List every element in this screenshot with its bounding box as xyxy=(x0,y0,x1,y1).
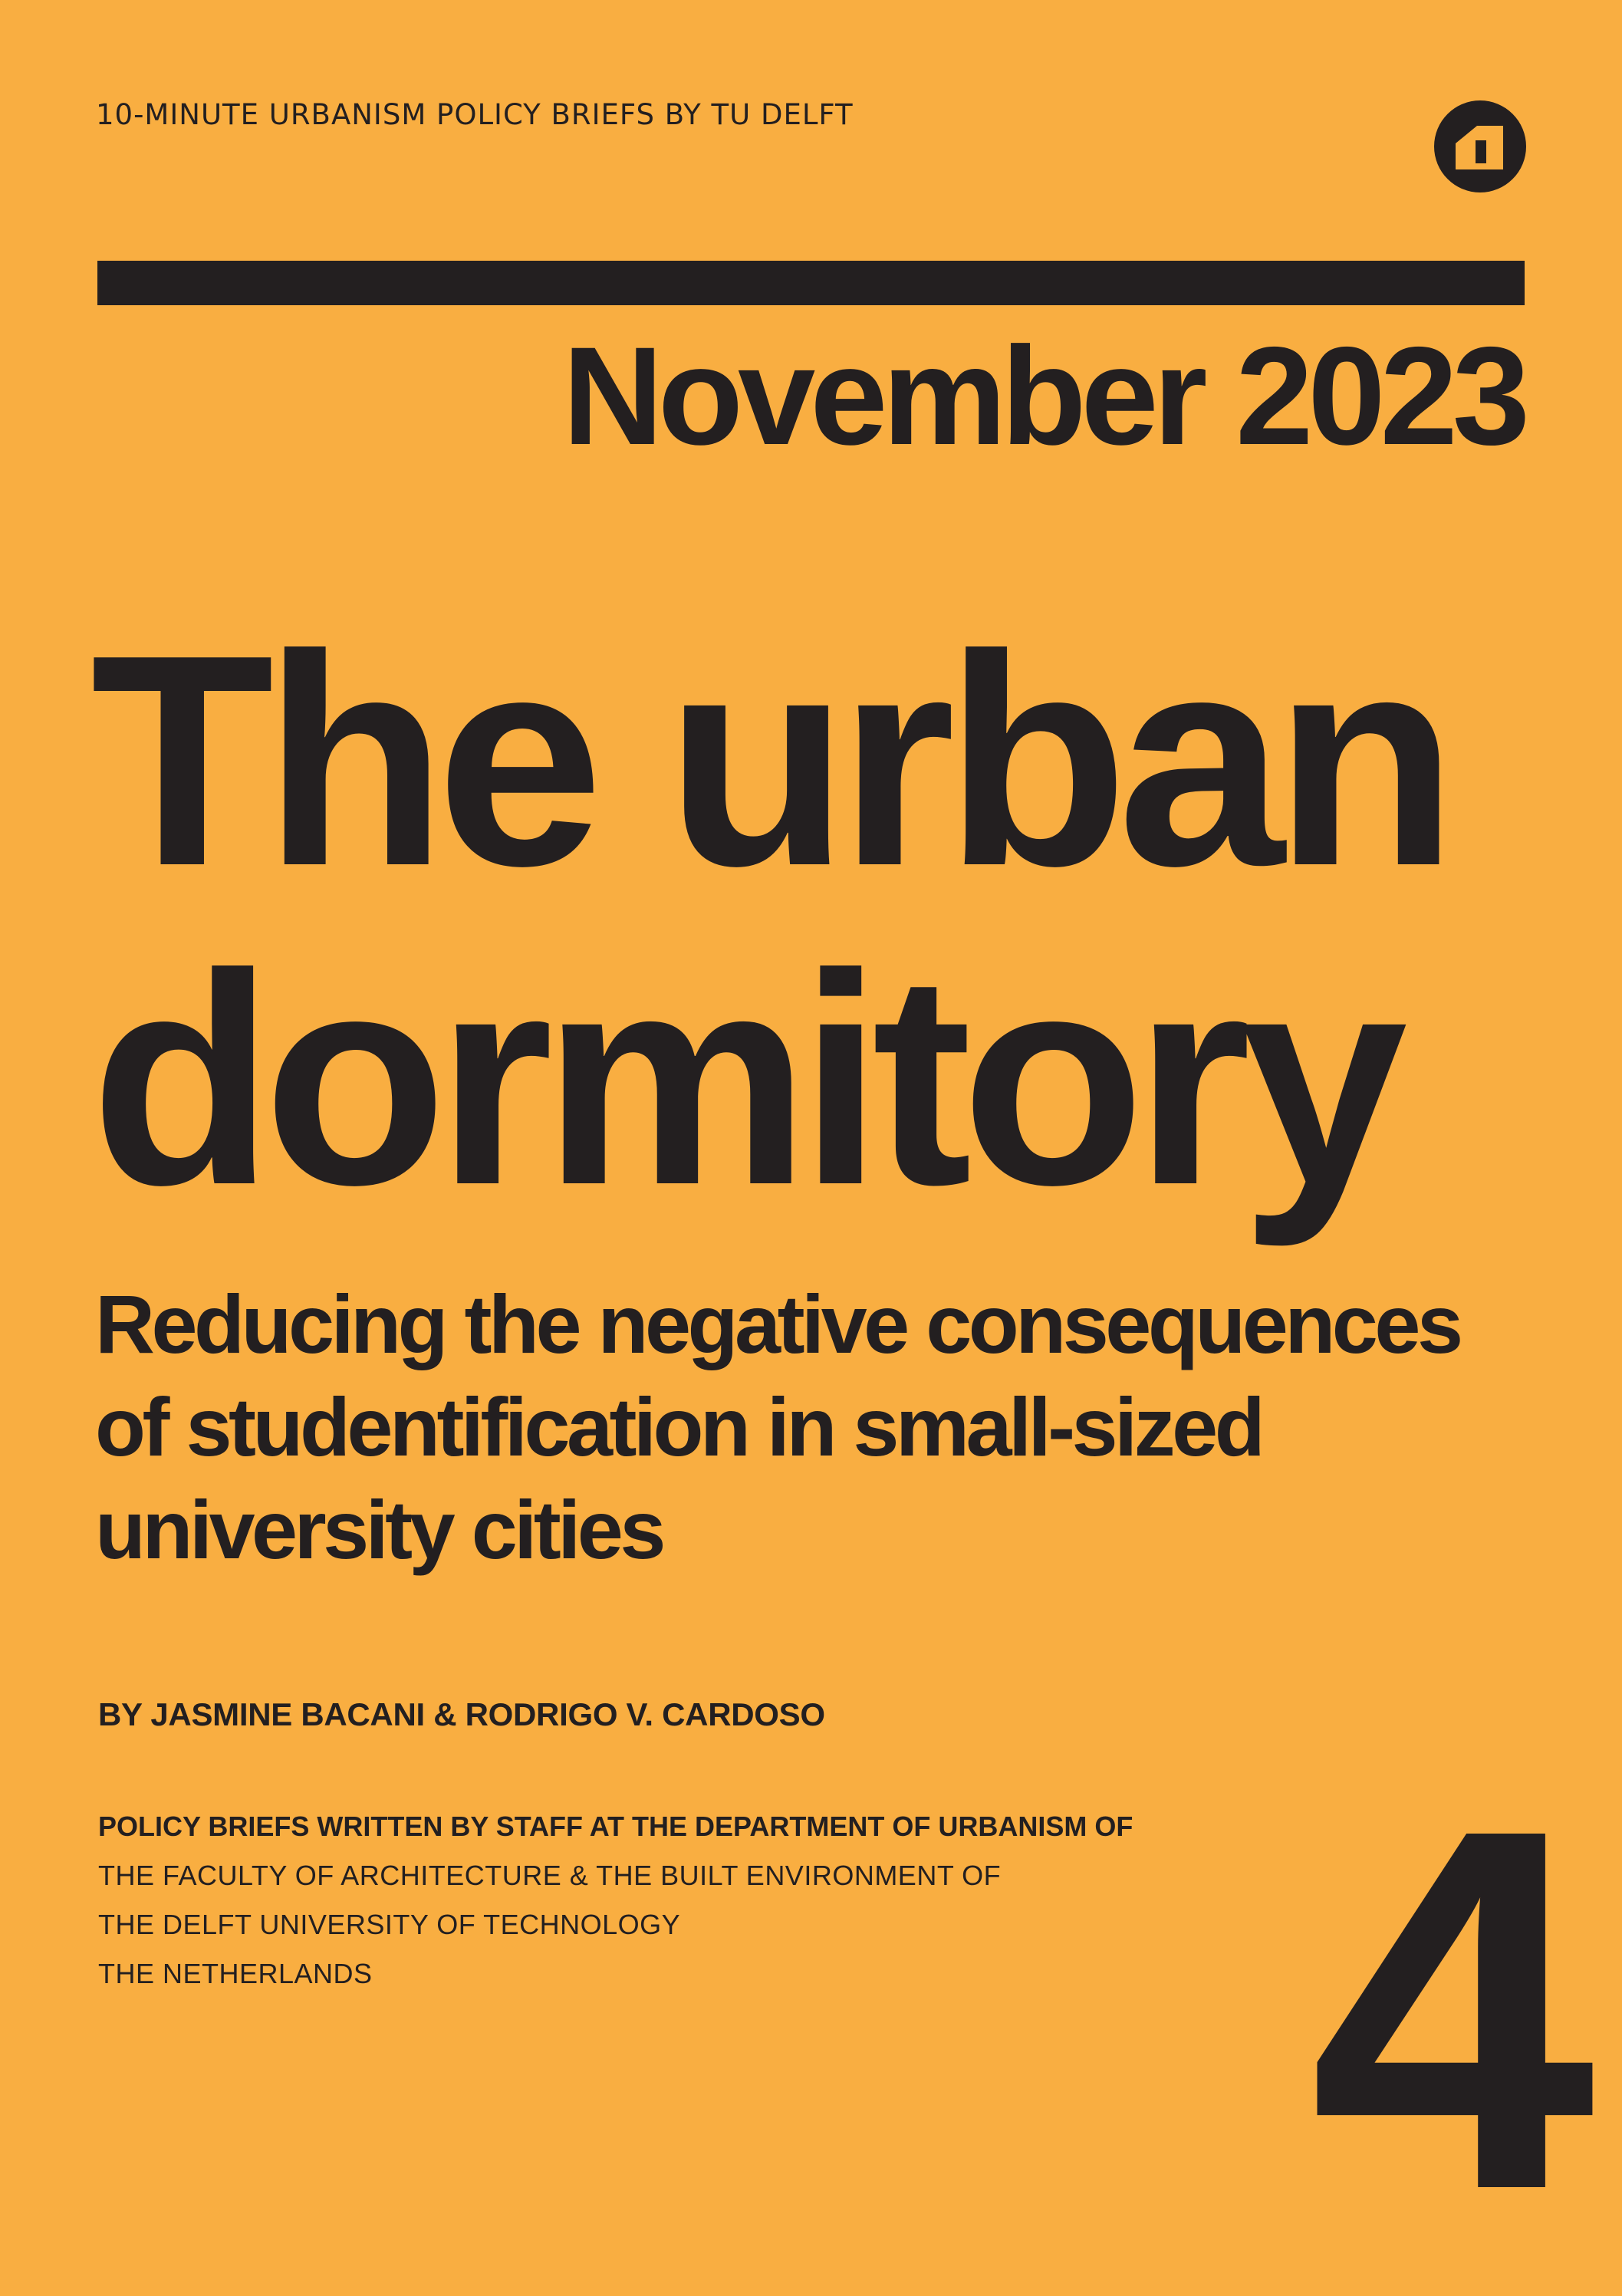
subtitle-line-3: university cities xyxy=(95,1482,663,1576)
issue-number: 4 xyxy=(1309,1722,1587,2296)
subtitle xyxy=(95,1273,1460,1581)
subtitle-line-2: of studentification in small-sized xyxy=(95,1380,1262,1473)
affiliation-line-2: THE FACULTY OF ARCHITECTURE & THE BUILT ENVIRONMENT OF xyxy=(98,1860,1002,1891)
affiliation-line-4: THE NETHERLANDS xyxy=(98,1958,373,1989)
page-title xyxy=(90,593,1447,1248)
house-in-circle-icon xyxy=(1434,100,1526,192)
affiliation-line-1: POLICY BRIEFS WRITTEN BY STAFF AT THE DEPARTMENT OF URBANISM OF xyxy=(98,1811,1133,1842)
header-rule xyxy=(97,261,1525,305)
affiliation xyxy=(98,1802,1133,1998)
title-line-2: dormitory xyxy=(90,912,1397,1248)
series-title: 10-MINUTE URBANISM POLICY BRIEFS BY TU DELFT xyxy=(96,98,854,131)
title-line-1: The urban xyxy=(90,593,1447,929)
affiliation-line-3: THE DELFT UNIVERSITY OF TECHNOLOGY xyxy=(98,1909,681,1940)
subtitle-line-1: Reducing the negative consequences xyxy=(95,1278,1460,1370)
authors: BY JASMINE BACANI & RODRIGO V. CARDOSO xyxy=(98,1696,825,1732)
issue-date: November 2023 xyxy=(562,317,1525,474)
